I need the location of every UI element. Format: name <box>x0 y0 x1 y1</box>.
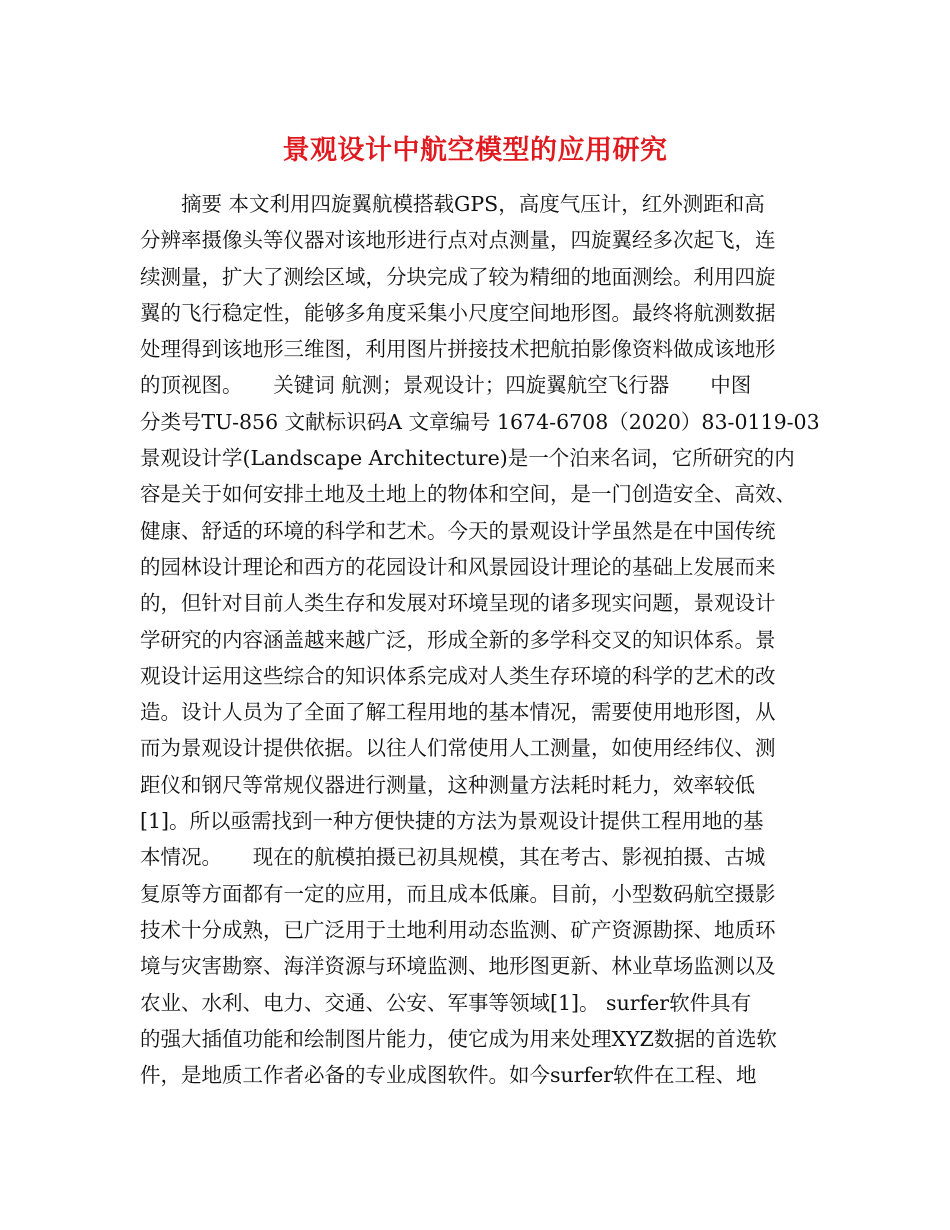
body-text-line: 复原等方面都有一定的应用，而且成本低廉。目前，小型数码航空摄影 <box>140 881 776 906</box>
body-text-line: 距仪和钢尺等常规仪器进行测量，这种测量方法耗时耗力，效率较低 <box>140 772 755 797</box>
document-body <box>140 186 820 1093</box>
body-text-line: 造。设计人员为了全面了解工程用地的基本情况，需要使用地形图，从 <box>140 700 776 725</box>
body-text-line: 的强大插值功能和绘制图片能力，使它成为用来处理XYZ数据的首选软 <box>140 1026 777 1051</box>
body-text-line: 件，是地质工作者必备的专业成图软件。如今surfer软件在工程、地 <box>140 1063 757 1088</box>
body-text-line: 的，但针对目前人类生存和发展对环境呈现的诸多现实问题，景观设计 <box>140 591 776 616</box>
body-text-line: 景观设计学(Landscape Architecture)是一个泊来名词，它所研究的内 <box>140 446 795 471</box>
document-title: 景观设计中航空模型的应用研究 <box>282 135 668 166</box>
body-text-line: 的顶视图。 关键词 航测；景观设计；四旋翼航空飞行器 中图 <box>140 373 752 398</box>
body-text-line: 本情况。 现在的航模拍摄已初具规模，其在考古、影视拍摄、古城 <box>140 845 766 870</box>
body-text-line: 技术十分成熟，已广泛用于土地利用动态监测、矿产资源勘探、地质环 <box>140 917 776 942</box>
body-text-line: 分辨率摄像头等仪器对该地形进行点对点测量，四旋翼经多次起飞，连 <box>140 228 776 253</box>
body-text-line: 分类号TU-856 文献标识码A 文章编号 1674-6708（2020）83-0119-03 <box>140 409 820 434</box>
body-text-line: 健康、舒适的环境的科学和艺术。今天的景观设计学虽然是在中国传统 <box>140 518 776 543</box>
body-text-line: 容是关于如何安排土地及土地上的物体和空间，是一门创造安全、高效、 <box>140 482 796 507</box>
body-text-line: [1]。所以亟需找到一种方便快捷的方法为景观设计提供工程用地的基 <box>140 809 764 834</box>
body-text-line: 续测量，扩大了测绘区域，分块完成了较为精细的地面测绘。利用四旋 <box>140 264 776 289</box>
body-text-line: 处理得到该地形三维图，利用图片拼接技术把航拍影像资料做成该地形 <box>140 337 776 362</box>
body-text-line: 学研究的内容涵盖越来越广泛，形成全新的多学科交叉的知识体系。景 <box>140 627 776 652</box>
body-text-line: 的园林设计理论和西方的花园设计和风景园设计理论的基础上发展而来 <box>140 554 776 579</box>
body-text-line: 农业、水利、电力、交通、公安、军事等领域[1]。 surfer软件具有 <box>140 990 752 1015</box>
body-text-line: 境与灾害勘察、海洋资源与环境监测、地形图更新、林业草场监测以及 <box>140 954 776 979</box>
body-text-line: 摘要 本文利用四旋翼航模搭载GPS，高度气压计，红外测距和高 <box>140 192 765 216</box>
body-text-line: 翼的飞行稳定性，能够多角度采集小尺度空间地形图。最终将航测数据 <box>140 300 776 325</box>
body-text-line: 而为景观设计提供依据。以往人们常使用人工测量，如使用经纬仪、测 <box>140 736 776 761</box>
body-text-line: 观设计运用这些综合的知识体系完成对人类生存环境的科学的艺术的改 <box>140 663 776 688</box>
